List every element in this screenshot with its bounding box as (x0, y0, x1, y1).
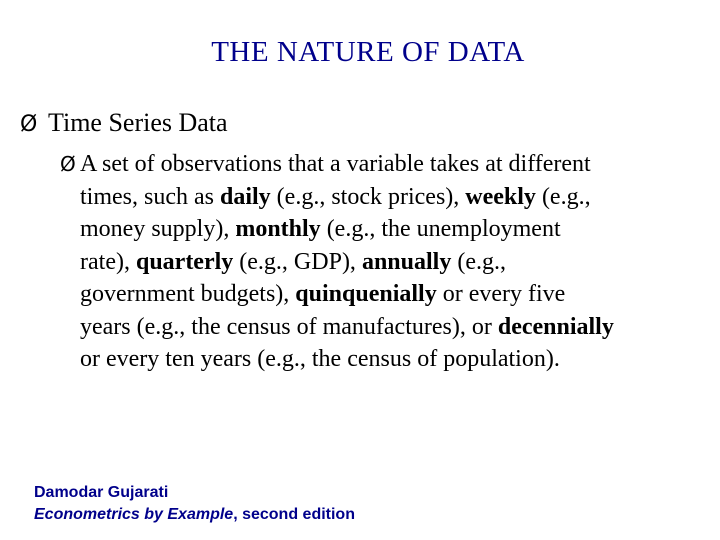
sub-bullet-definition (60, 148, 715, 376)
definition-text-run: rate), (80, 248, 136, 275)
definition-bold-term: annually (361, 248, 452, 275)
footer-book-edition: , second edition (233, 506, 355, 523)
footer-author: Damodar Gujarati (34, 484, 169, 501)
footer-book (34, 504, 355, 526)
arrow-bullet-icon: Ø (20, 112, 38, 137)
definition-text-run: money supply), (80, 216, 236, 242)
definition-text-run: years (e.g., the census of manufactures), or (80, 313, 498, 340)
definition-line (80, 181, 715, 214)
definition-bold-term: quinquenially (295, 281, 437, 307)
footer-book-title: Econometrics by Example (34, 506, 234, 523)
definition-text-run: government budgets), (80, 281, 296, 307)
definition-text-run: times, such as (80, 183, 220, 210)
definition-text-run: (e.g., (451, 248, 506, 275)
definition-text-run: (e.g., the unemployment (320, 216, 561, 242)
definition-bold-term: weekly (465, 183, 536, 210)
definition-line (80, 343, 715, 376)
definition-text-run: or every five (436, 281, 566, 307)
definition-bold-term: monthly (235, 216, 321, 242)
definition-text-run: (e.g., GDP), (233, 248, 362, 275)
definition-line (80, 311, 715, 344)
definition-text-run: or every ten years (e.g., the census of population). (80, 346, 560, 372)
definition-text-run: A set of observations that a variable takes at different (80, 151, 591, 177)
definition-line (80, 246, 715, 279)
definition-bold-term: daily (219, 183, 271, 210)
arrow-sub-bullet-icon: Ø (60, 152, 76, 176)
bullet-heading: Time Series Data (48, 108, 228, 137)
definition-line (80, 278, 715, 311)
definition-text-run: (e.g., (535, 183, 591, 210)
definition-bold-term: quarterly (135, 248, 234, 275)
definition-bold-term: decennially (497, 313, 614, 340)
definition-line (80, 213, 715, 246)
bullet-time-series (20, 106, 228, 142)
definition-text-run: (e.g., stock prices), (270, 183, 466, 210)
slide-title: THE NATURE OF DATA (211, 36, 525, 68)
definition-line (80, 148, 715, 181)
footer-citation (34, 482, 355, 526)
definition-text (80, 148, 715, 376)
